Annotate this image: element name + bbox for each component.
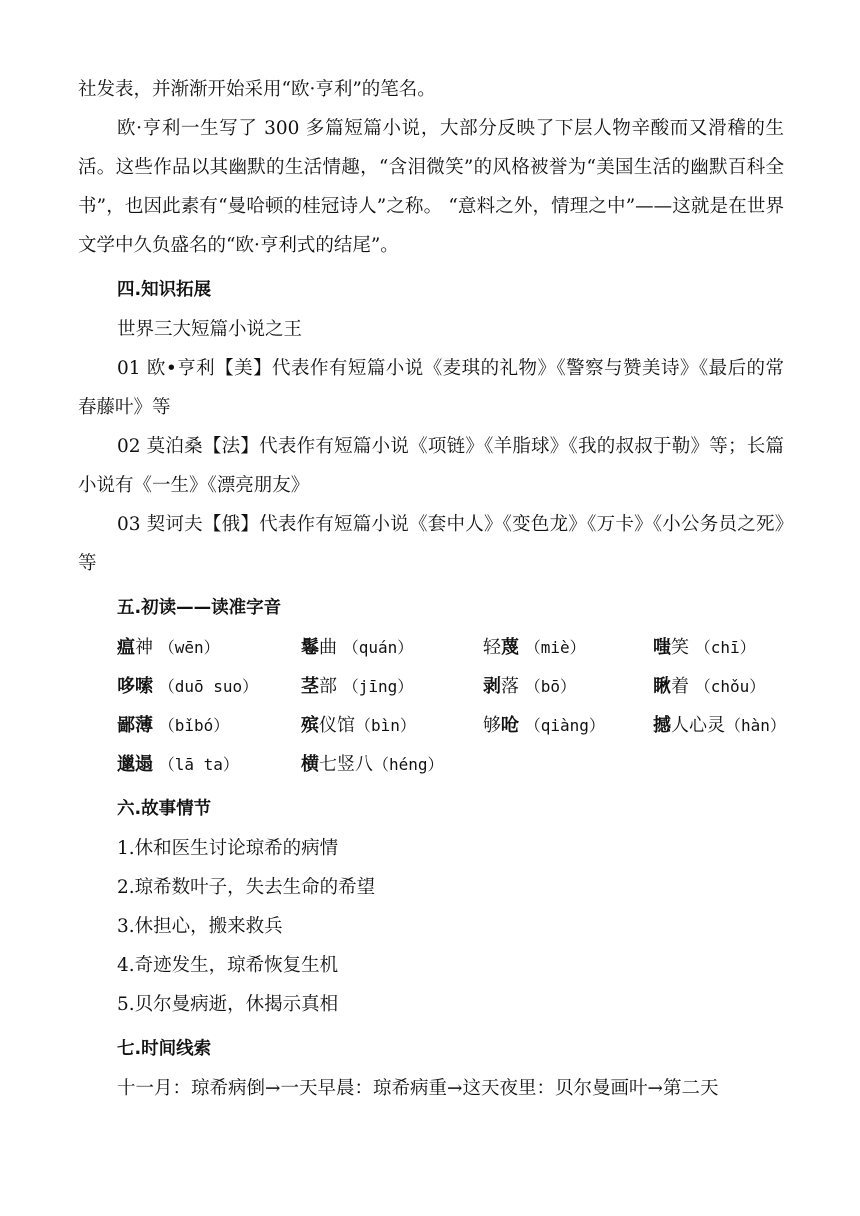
pronunciation-item: 轻蔑 （miè） xyxy=(483,637,586,658)
pronunciation-item: 殡仪馆（bìn） xyxy=(301,715,416,736)
pronunciation-item: 茎部 （jīng） xyxy=(301,676,414,697)
author-item-ohenry: 01 欧•亨利【美】代表作有短篇小说《麦琪的礼物》《警察与赞美诗》《最后的常春藤叶》等 xyxy=(78,358,784,418)
section-6-heading: 六.故事情节 xyxy=(117,799,212,819)
section-5-heading: 五.初读——读准字音 xyxy=(117,598,282,618)
plot-item: 5.贝尔曼病逝，休揭示真相 xyxy=(117,994,339,1015)
pronunciation-item: 剥落 （bō） xyxy=(483,676,577,697)
author-item-maupassant: 02 莫泊桑【法】代表作有短篇小说《项链》《羊脂球》《我的叔叔于勒》等；长篇小说有《一生》《漂亮朋友》 xyxy=(78,436,784,496)
pronunciation-row xyxy=(78,745,784,784)
pronunciation-row xyxy=(78,667,784,706)
pronunciation-item: 哆嗦 （duō suo） xyxy=(117,676,259,697)
plot-item: 4.奇迹发生，琼希恢复生机 xyxy=(117,955,339,976)
pronunciation-item: 鄙薄 （bǐbó） xyxy=(117,715,230,736)
section-4-heading: 四.知识拓展 xyxy=(117,280,212,300)
plot-item: 1.休和医生讨论琼希的病情 xyxy=(117,838,339,859)
timeline-text: 十一月：琼希病倒→一天早晨：琼希病重→这天夜里：贝尔曼画叶→第二天 xyxy=(117,1078,719,1099)
plot-item: 2.琼希数叶子，失去生命的希望 xyxy=(117,877,376,898)
section-4-subtitle: 世界三大短篇小说之王 xyxy=(117,319,303,340)
pronunciation-item: 嗤笑 （chī） xyxy=(653,637,756,658)
pronunciation-row xyxy=(78,706,784,745)
author-item-chekhov: 03 契诃夫【俄】代表作有短篇小说《套中人》《变色龙》《万卡》《小公务员之死》等 xyxy=(78,514,784,574)
pronunciation-item: 鬈曲 （quán） xyxy=(301,637,414,658)
pronunciation-item: 横七竖八（héng） xyxy=(301,754,444,775)
document-page xyxy=(78,70,784,1108)
intro-tail-paragraph: 社发表，并渐渐开始采用“欧·亨利”的笔名。 xyxy=(78,79,436,100)
section-7-heading: 七.时间线索 xyxy=(117,1039,212,1059)
author-intro-paragraph: 欧·亨利一生写了 300 多篇短篇小说，大部分反映了下层人物辛酸而又滑稽的生活。这些作品以其幽默的生活情趣，“含泪微笑”的风格被誉为“美国生活的幽默百科全书”，也因此素有“曼哈顿的桂冠诗人”之称。 “意料之外，情理之中”——这就是在世界文学中久负盛名的“欧·亨利式的结尾”。 xyxy=(78,118,784,256)
pronunciation-item: 邋遢 （lā ta） xyxy=(117,754,239,775)
pronunciation-item: 撼人心灵（hàn） xyxy=(653,715,786,736)
pronunciation-row xyxy=(78,628,784,667)
pronunciation-item: 瘟神 （wēn） xyxy=(117,637,220,658)
plot-item: 3.休担心，搬来救兵 xyxy=(117,916,283,937)
pronunciation-item: 瞅着 （chǒu） xyxy=(653,676,766,697)
pronunciation-item: 够呛 （qiàng） xyxy=(483,715,605,736)
